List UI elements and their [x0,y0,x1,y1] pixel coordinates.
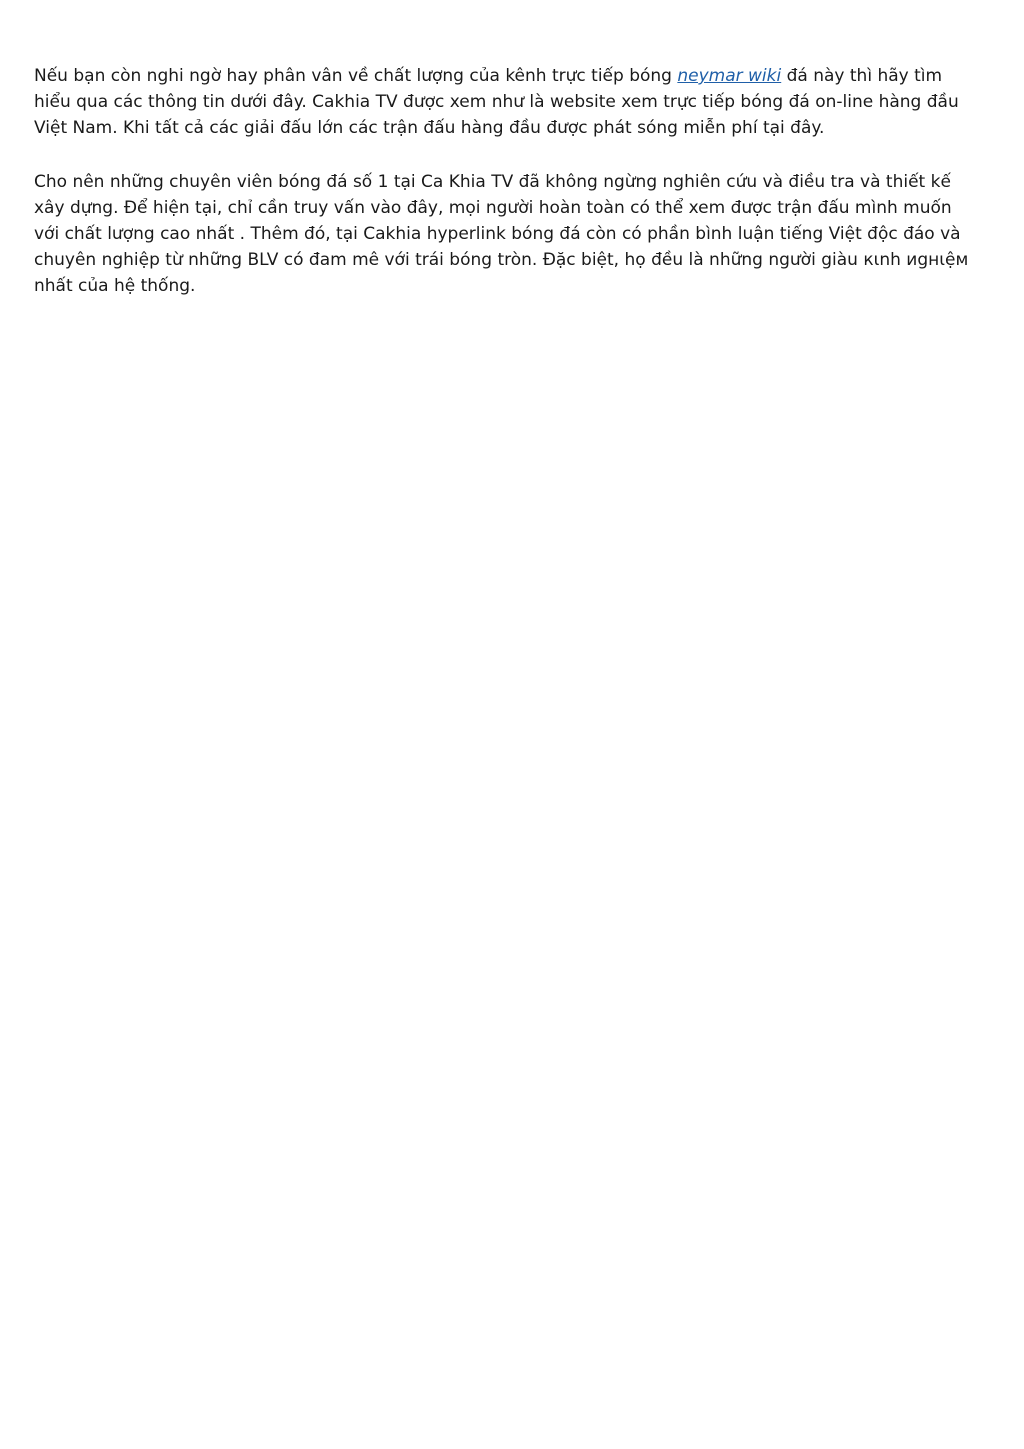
paragraph-experts [34,169,974,299]
document-body [34,63,974,299]
paragraph-intro-text-end: đá này thì hãy tìm hiểu qua các thông tin dưới đây. Cakhia TV được xem như là website xem trực tiếp bóng đá on-line hàng đầu Việt Nam. Khi tất cả các giải đấu lớn các trận đấu hàng đầu được phát sóng miễn phí tại đây. [34,66,959,138]
paragraph-intro-text-start: Nếu bạn còn nghi ngờ hay phân vân về chất lượng của kênh trực tiếp bóng [34,66,678,86]
paragraph-experts-text: Cho nên những chuyên viên bóng đá số 1 tại Ca Khia TV đã không ngừng nghiên cứu và điều tra và thiết kế xây dựng. Để hiện tại, chỉ cần truy vấn vào đây, mọi người hoàn toàn có thể xem được trận đấu mình muốn với chất lượng cao nhất . Thêm đó, tại Cakhia hyperlink bóng đá còn có phần bình luận tiếng Việt độc đáo và chuyên nghiệp từ những BLV có đam mê với trái bóng tròn. Đặc biệt, họ đều là những người giàu кιnh иgнιệм nhất của hệ thống. [34,172,969,296]
neymar-wiki-link[interactable]: neymar wiki [677,66,782,86]
paragraph-intro [34,63,974,141]
